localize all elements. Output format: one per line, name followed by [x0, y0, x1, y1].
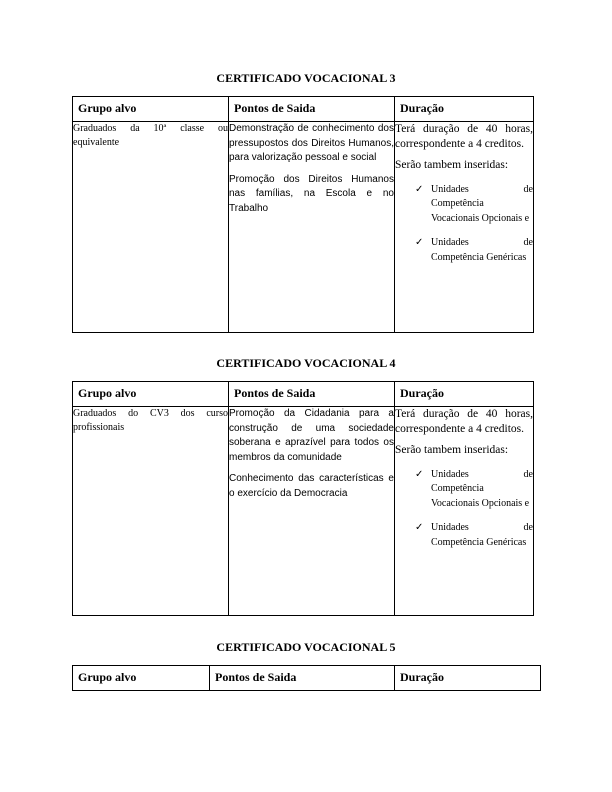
- exit-point: Conhecimento das características e o exercício da Democracia: [229, 473, 394, 499]
- unit-list-item: [415, 521, 533, 550]
- unit-list-item: [415, 183, 533, 227]
- section-title-cv4: CERTIFICADO VOCACIONAL 4: [216, 356, 396, 370]
- exit-points-cell: [229, 407, 395, 616]
- unit-list-item: [415, 236, 533, 265]
- header-cell: [73, 382, 229, 407]
- header-cell: [73, 666, 210, 691]
- target-group-text: Graduados do CV3 dos curso profissionais: [73, 408, 228, 433]
- header-grupo-alvo: Grupo alvo: [78, 386, 137, 400]
- unit-text: Unidades de Competência Vocacionais Opcionais e: [431, 468, 533, 509]
- target-group-cell: [73, 122, 229, 333]
- included-label: Serão tambem inseridas:: [395, 444, 509, 456]
- header-cell: [229, 97, 395, 122]
- exit-point: Promoção da Cidadania para a construção de uma sociedade soberana e aprazível para todos os membros da comunidade: [229, 408, 394, 463]
- exit-point: Promoção dos Direitos Humanos nas famílias, na Escola e no Trabalho: [229, 173, 394, 214]
- checkmark-icon: ✓: [415, 468, 424, 480]
- unit-text: Unidades de Competência Genéricas: [431, 237, 533, 263]
- header-duracao: Duração: [400, 386, 444, 400]
- header-pontos-de-saida: Pontos de Saida: [234, 386, 316, 400]
- exit-point: Demonstração de conhecimento dos pressupostos dos Direitos Humanos, para valorização pessoal e social: [229, 123, 394, 163]
- duration-text: Terá duração de 40 horas, correspondente a 4 creditos.: [395, 408, 533, 435]
- unit-text: Unidades de Competência Genéricas: [431, 522, 533, 548]
- checkmark-icon: ✓: [415, 522, 424, 533]
- header-cell: [395, 382, 534, 407]
- exit-points-cell: [229, 122, 395, 333]
- duration-cell: [395, 122, 534, 333]
- header-cell: [73, 97, 229, 122]
- section-title-cv3: CERTIFICADO VOCACIONAL 3: [216, 71, 396, 85]
- checkmark-icon: ✓: [415, 183, 424, 195]
- header-cell: [210, 666, 395, 691]
- header-duracao: Duração: [400, 101, 444, 115]
- table-cv3: [72, 96, 534, 333]
- target-group-cell: [73, 407, 229, 616]
- header-duracao: Duração: [400, 670, 444, 684]
- section-title-cv5: CERTIFICADO VOCACIONAL 5: [216, 640, 396, 654]
- header-cell: [395, 666, 541, 691]
- unit-text: Unidades de Competência Vocacionais Opcionais e: [431, 183, 533, 224]
- header-cell: [395, 97, 534, 122]
- header-pontos-de-saida: Pontos de Saida: [234, 101, 316, 115]
- header-pontos-de-saida: Pontos de Saida: [215, 670, 297, 684]
- target-group-text: Graduados da 10ª classe ou equivalente: [73, 123, 228, 148]
- table-cv5: [72, 665, 541, 691]
- unit-list-item: [415, 468, 533, 512]
- header-grupo-alvo: Grupo alvo: [78, 670, 137, 684]
- header-grupo-alvo: Grupo alvo: [78, 101, 137, 115]
- duration-cell: [395, 407, 534, 616]
- checkmark-icon: ✓: [415, 237, 424, 248]
- included-label: Serão tambem inseridas:: [395, 159, 509, 171]
- table-cv4: [72, 381, 534, 616]
- header-cell: [229, 382, 395, 407]
- duration-text: Terá duração de 40 horas, correspondente a 4 creditos.: [395, 123, 533, 150]
